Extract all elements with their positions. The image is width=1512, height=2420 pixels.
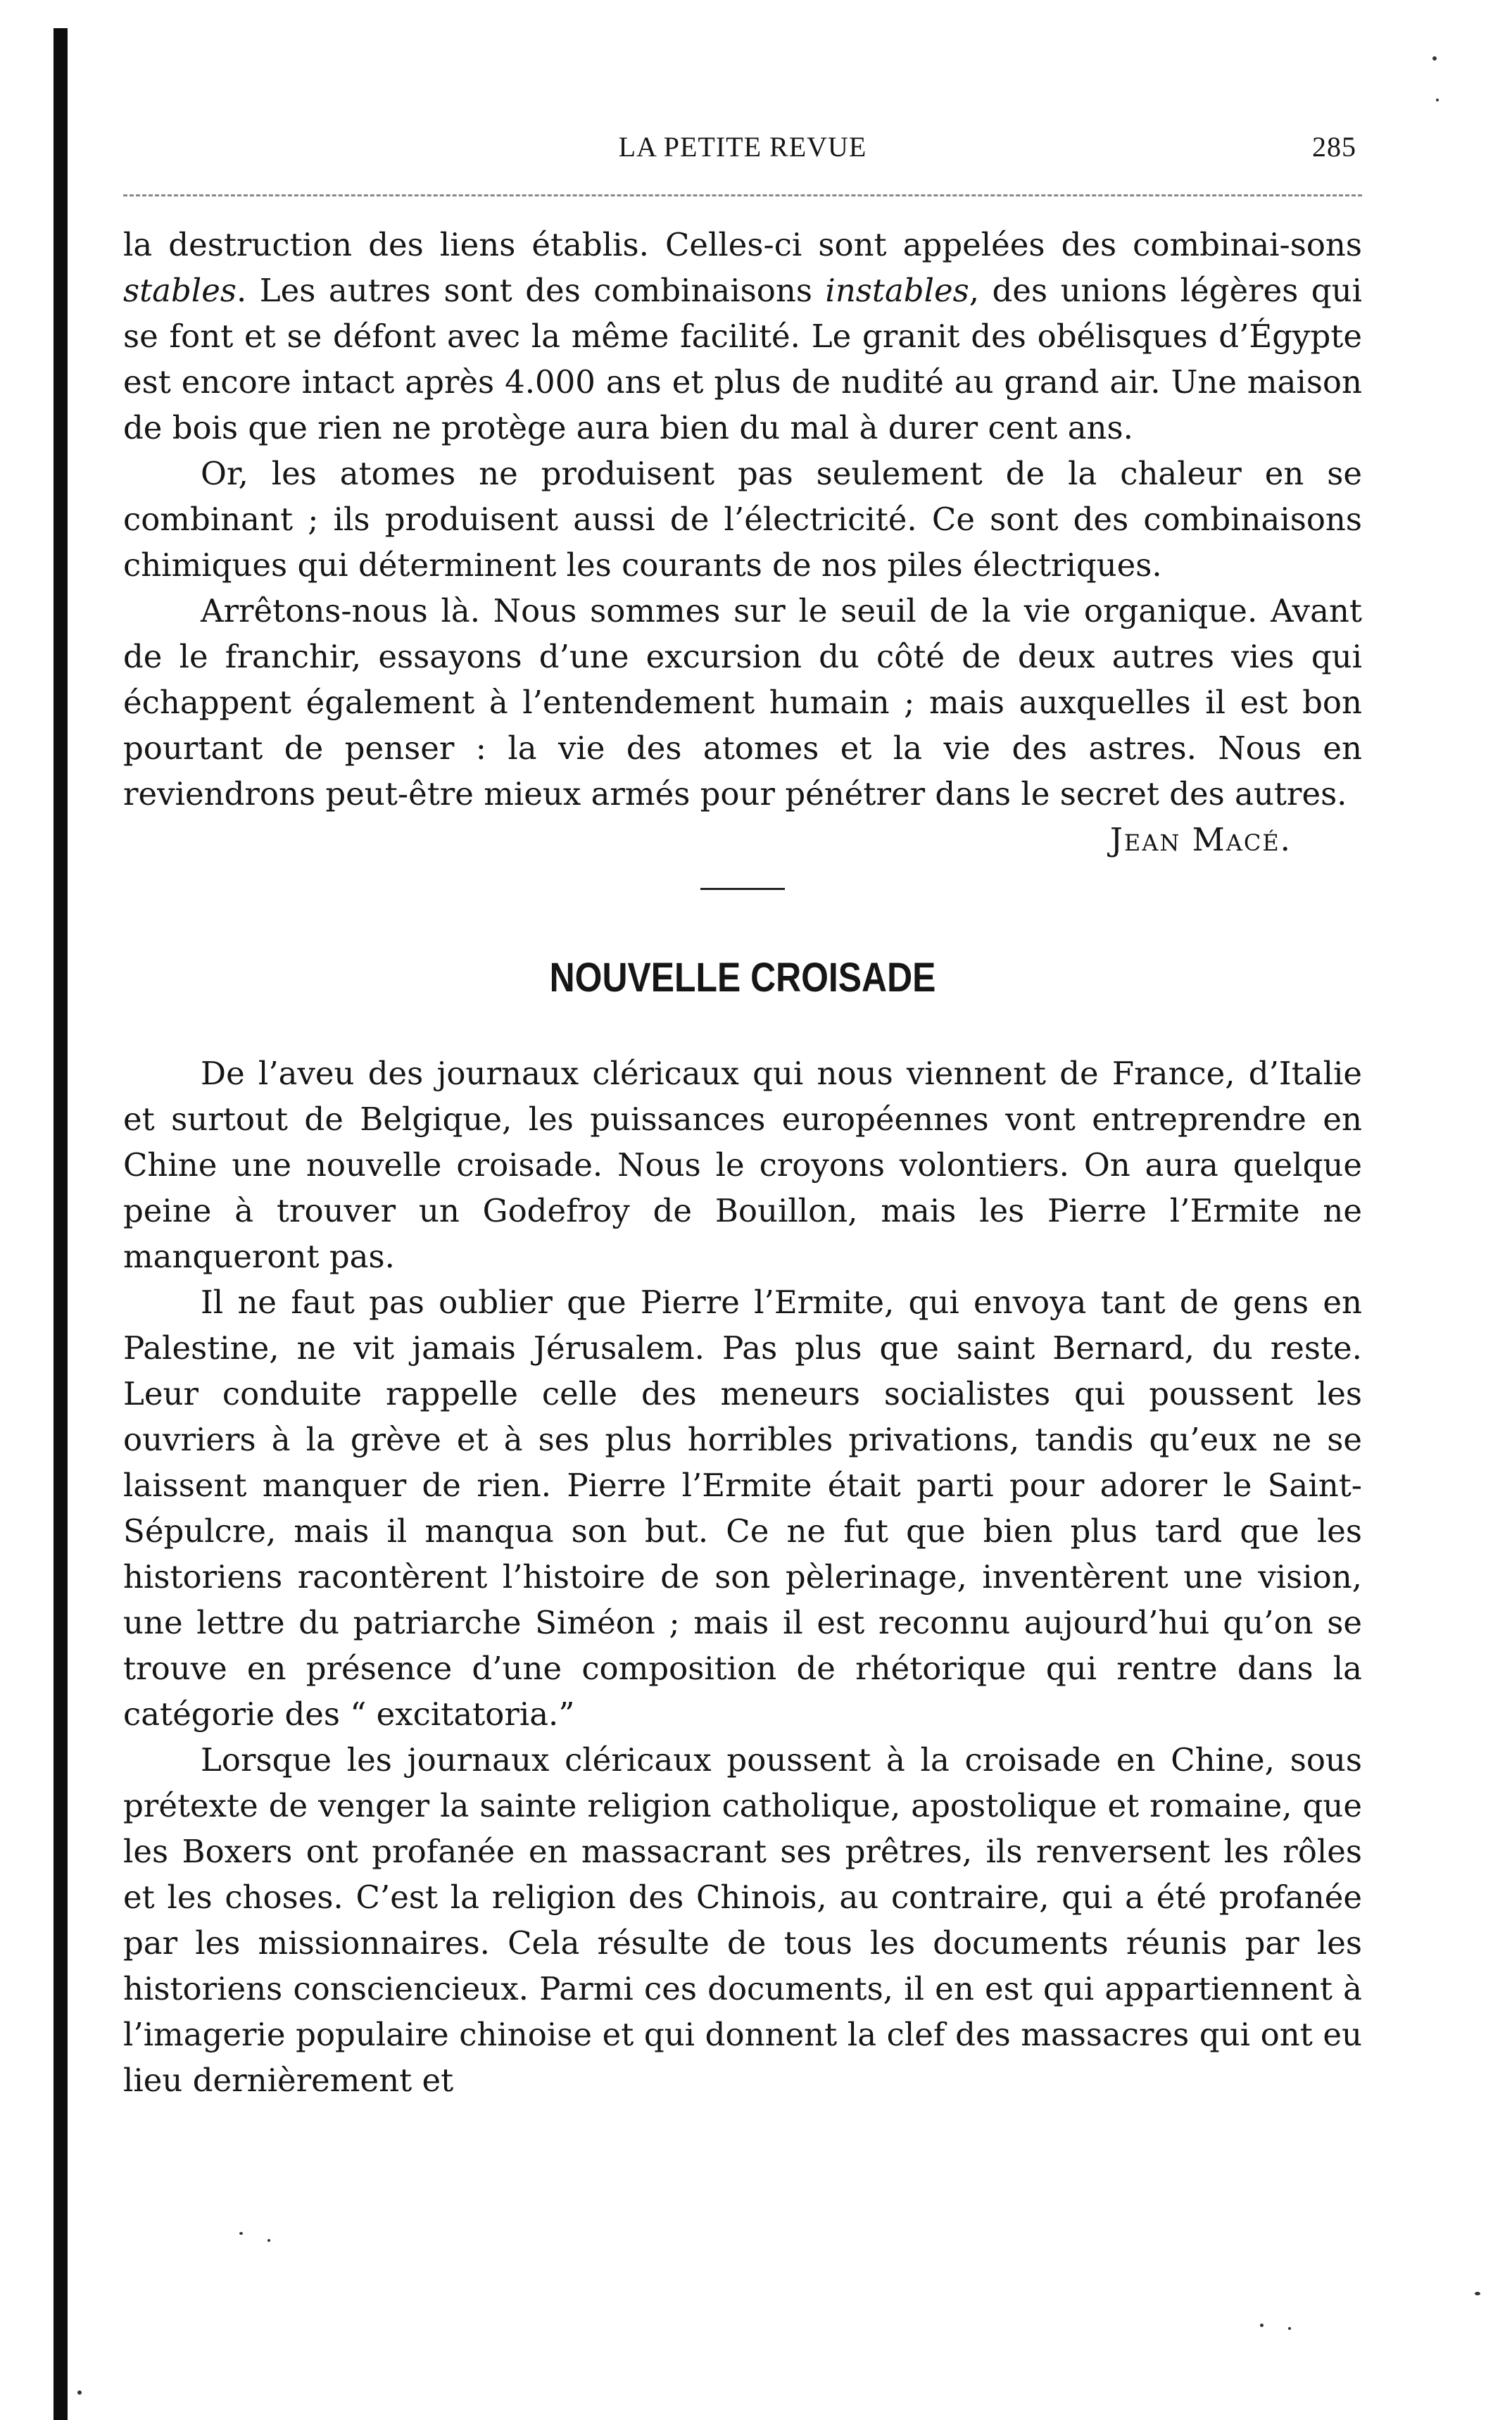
header-rule (123, 194, 1362, 196)
scan-speck (239, 2232, 243, 2235)
paragraph (123, 222, 1362, 451)
scan-speck (77, 2390, 82, 2395)
page-header (123, 130, 1362, 173)
scan-speck (1436, 99, 1439, 101)
page-binding-edge (53, 28, 68, 2420)
paragraph: Or, les atomes ne produisent pas seulement de la chaleur en se combinant ; ils produisent aussi de l’électricité. Ce sont des combinaisons chimiques qui déterminent les courants de nos piles électriques. (123, 455, 1362, 584)
section-divider (700, 888, 785, 890)
page-body (123, 222, 1362, 2103)
paragraph: Lorsque les journaux cléricaux poussent à la croisade en Chine, sous prétexte de venger la sainte religion catholique, apostolique et romaine, que les Boxers ont profanée en massacrant ses prêtres, ils renversent les rôles et les choses. C’est la religion des Chinois, au contraire, qui a été profanée par les missionnaires. Cela résulte de tous les documents réunis par les historiens consciencieux. Parmi ces documents, il en est qui appartiennent à l’imagerie populaire chinoise et qui donnent la clef des massacres qui ont eu lieu dernièrement et (123, 1741, 1362, 2099)
paragraph: Il ne faut pas oublier que Pierre l’Ermite, qui envoya tant de gens en Palestine, ne vit jamais Jérusalem. Pas plus que saint Bernard, du reste. Leur conduite rappelle celle des meneurs socialistes qui poussent les ouvriers à la grève et à ses plus horribles privations, tandis qu’eux ne se laissent manquer de rien. Pierre l’Ermite était parti pour adorer le Saint-Sépulcre, mais il manqua son but. Ce ne fut que bien plus tard que les historiens racontèrent l’histoire de son pèlerinage, inventèrent une vision, une lettre du patriarche Siméon ; mais il est reconnu aujourd’hui qu’on se trouve en présence d’une composition de rhétorique qui rentre dans la catégorie des “ excitatoria.” (123, 1284, 1362, 1733)
scan-speck (1432, 56, 1437, 61)
scan-speck (267, 2239, 270, 2242)
section-title: NOUVELLE CROISADE (549, 955, 936, 1001)
paragraph: Arrêtons-nous là. Nous sommes sur le seuil de la vie organique. Avant de le franchir, essayons d’une excursion du côté de deux autres vies qui échappent également à l’entendement humain ; mais auxquelles il est bon pourtant de penser : la vie des atomes et la vie des astres. Nous en reviendrons peut-être mieux armés pour pénétrer dans le secret des autres. (123, 592, 1362, 813)
italic-term: stables (123, 272, 237, 309)
scan-speck (1260, 2324, 1264, 2327)
running-title: LA PETITE REVUE (618, 131, 867, 163)
paragraph-text: . Les autres sont des combinaisons (236, 272, 826, 309)
author-signature: Jean Macé. (1109, 821, 1292, 858)
scan-speck (1475, 2292, 1480, 2295)
italic-term: instables (825, 272, 969, 309)
scan-speck (1288, 2327, 1291, 2330)
paragraph-text: la destruction des liens établis. Celles-ci sont appelées des combinai-sons (123, 226, 1362, 263)
page-number: 285 (1312, 131, 1356, 163)
paragraph: De l’aveu des journaux cléricaux qui nous viennent de France, d’Italie et surtout de Belgique, les puissances européennes vont entreprendre en Chine une nouvelle croisade. Nous le croyons volontiers. On aura quelque peine à trouver un Godefroy de Bouillon, mais les Pierre l’Ermite ne manqueront pas. (123, 1055, 1362, 1275)
paragraph-text: , des unions légères qui se font et se défont avec la même facilité. Le granit des obélisques d’Égypte est encore intact après 4.000 ans et plus de nudité au grand air. Une maison de bois que rien ne protège aura bien du mal à durer cent ans. (123, 272, 1362, 446)
